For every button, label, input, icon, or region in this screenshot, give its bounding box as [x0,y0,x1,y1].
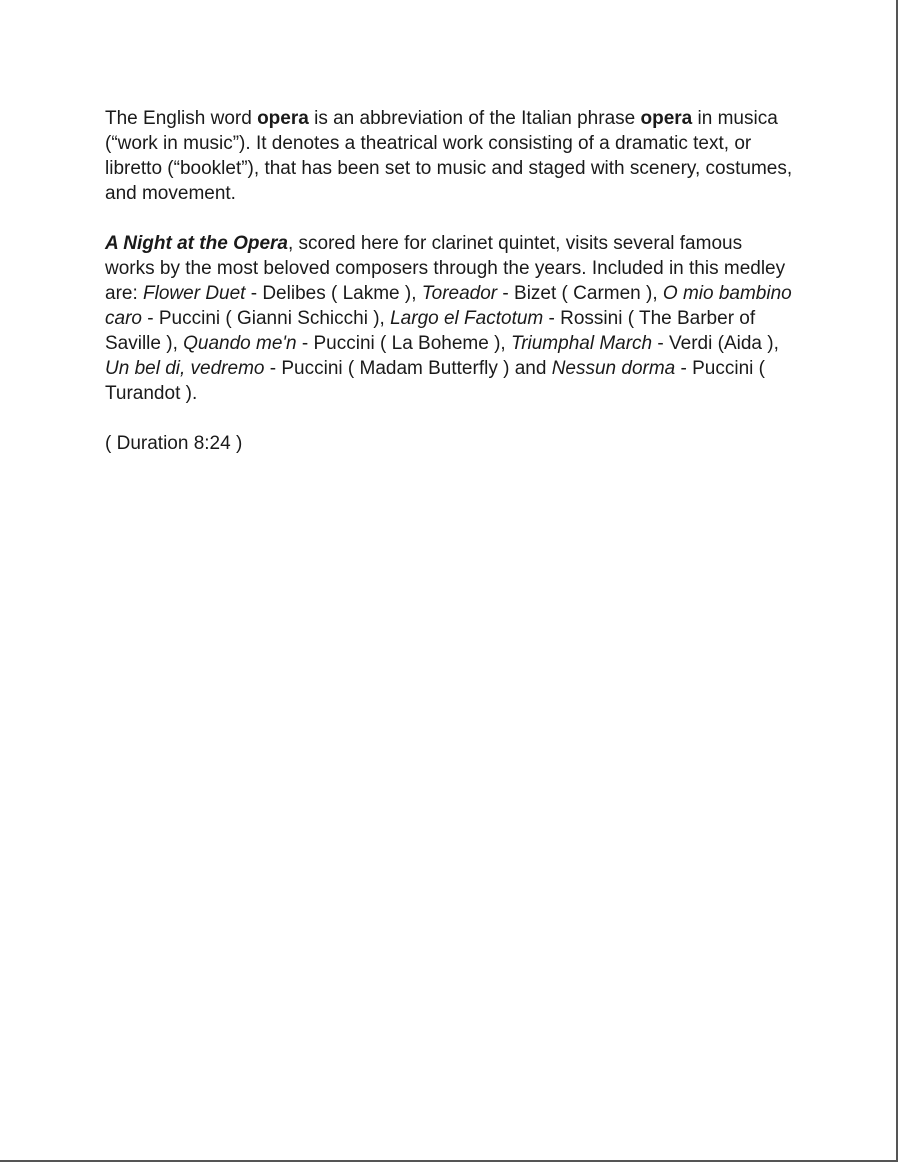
work-title: Largo el Factotum [390,308,544,329]
text-run: in musica (“work in music”). It denotes a theatrical work consisting of a dramatic text, or libretto (“booklet”), that has been set to music and staged with scenery, costumes, and movement. [105,108,793,204]
bold-term-opera: opera [257,108,309,129]
intro-paragraph [105,106,795,206]
bold-term-opera: opera [640,108,693,129]
text-run: , scored here for clarinet quintet, visits several famous works by the most beloved composers through the years. Included in this medley are: [105,233,786,304]
text-run: is an abbreviation of the Italian phrase [308,108,641,129]
text-run: - Puccini ( Madam Butterfly ) and [264,358,552,379]
duration-text: ( Duration 8:24 ) [105,433,243,454]
text-run: - Puccini ( Turandot ). [105,358,765,404]
text-run: - Bizet ( Carmen ), [497,283,663,304]
text-run: - Rossini ( The Barber of Saville ), [105,308,756,354]
work-title: Toreador [421,283,498,304]
document-body [105,106,795,481]
text-run: - Puccini ( Gianni Schicchi ), [141,308,391,329]
work-title: Nessun dorma [551,358,676,379]
work-title: O mio bambino caro [105,283,792,329]
work-title: Quando me'n [183,333,297,354]
text-run: - Puccini ( La Boheme ), [296,333,511,354]
piece-title: A Night at the Opera [105,233,288,254]
text-run: - Verdi (Aida ), [652,333,779,354]
text-run: - Delibes ( Lakme ), [245,283,422,304]
work-title: Flower Duet [143,283,246,304]
description-paragraph [105,231,795,406]
text-run: The English word [105,108,258,129]
work-title: Un bel di, vedremo [105,358,265,379]
work-title: Triumphal March [511,333,653,354]
